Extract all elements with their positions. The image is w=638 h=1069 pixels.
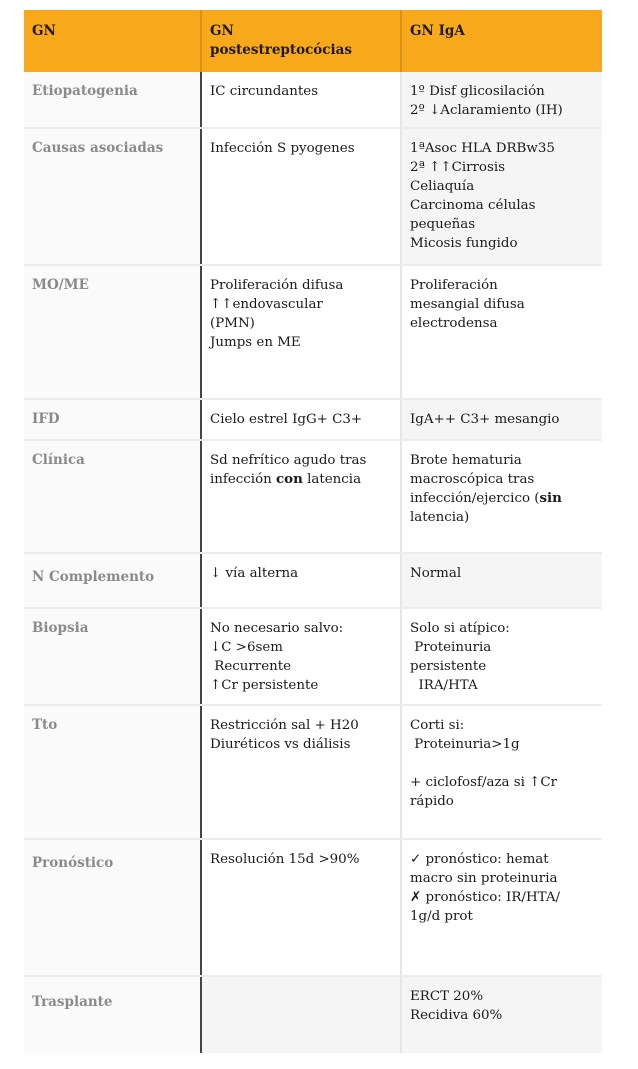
header-gn-text: GN	[32, 23, 56, 39]
row-label-text: MO/ME	[32, 277, 89, 293]
header-iga	[400, 10, 602, 72]
row-label	[24, 441, 200, 552]
row-label	[24, 129, 200, 264]
table-row	[24, 441, 602, 554]
row-label	[24, 840, 200, 975]
cell-iga	[400, 72, 602, 127]
cell-line: Proliferación	[410, 278, 498, 293]
row-label	[24, 400, 200, 439]
header-post-line: postestreptocócias	[210, 42, 353, 58]
cell-line: Jumps en ME	[210, 335, 301, 350]
row-label	[24, 706, 200, 838]
row-label-text: Tto	[32, 717, 58, 733]
row-label	[24, 554, 200, 607]
cell-iga	[400, 129, 602, 264]
cell-line: Normal	[410, 566, 462, 581]
cell-line: macroscópica tras	[410, 472, 535, 487]
cell-line: electrodensa	[410, 316, 498, 331]
cell-line: Micosis fungido	[410, 236, 518, 251]
header-post-line: GN	[210, 23, 234, 39]
cell-line: Sd nefrítico agudo tras	[210, 453, 367, 468]
cell-iga	[400, 400, 602, 439]
row-label	[24, 72, 200, 127]
cell-iga	[400, 706, 602, 838]
cell-line: Proliferación difusa	[210, 278, 344, 293]
table-row	[24, 554, 602, 609]
cell-line: Celiaquía	[410, 179, 475, 194]
cell-postestreptococica	[200, 129, 400, 264]
table-row	[24, 977, 602, 1053]
cell-line: Proteinuria	[410, 640, 492, 655]
row-label	[24, 609, 200, 704]
cell-bold-text: con	[276, 471, 303, 487]
cell-line: Recurrente	[210, 659, 292, 674]
cell-iga	[400, 977, 602, 1053]
cell-iga	[400, 266, 602, 398]
cell-line: ↓C >6sem	[210, 640, 283, 655]
cell-line: Carcinoma células	[410, 198, 536, 213]
cell-line	[410, 489, 594, 508]
cell-line: ✓ pronóstico: hemat	[410, 852, 549, 867]
cell-line: Infección S pyogenes	[210, 141, 355, 156]
cell-line: 1º Disf glicosilación	[410, 84, 545, 99]
cell-line: 1ªAsoc HLA DRBw35	[410, 141, 555, 156]
cell-line: No necesario salvo:	[210, 621, 344, 636]
row-label-text: Causas asociadas	[32, 140, 164, 156]
cell-line: ERCT 20%	[410, 989, 484, 1004]
cell-line: Restricción sal + H20	[210, 718, 359, 733]
row-label-text: Pronóstico	[32, 855, 114, 871]
table-row	[24, 266, 602, 400]
cell-iga	[400, 609, 602, 704]
cell-postestreptococica	[200, 441, 400, 552]
cell-line: Resolución 15d >90%	[210, 852, 360, 867]
cell-line: ↑↑endovascular	[210, 297, 323, 312]
cell-line: Cielo estrel IgG+ C3+	[210, 412, 363, 427]
cell-line: IgA++ C3+ mesangio	[410, 412, 560, 427]
cell-postestreptococica	[200, 400, 400, 439]
header-postestreptococicas	[200, 10, 400, 72]
cell-line: macro sin proteinuria	[410, 871, 558, 886]
table-row	[24, 72, 602, 129]
cell-line: 2ª ↑↑Cirrosis	[410, 160, 505, 175]
cell-text: latencia	[302, 472, 362, 487]
cell-line: latencia)	[410, 510, 470, 525]
cell-line: ↓ vía alterna	[210, 566, 299, 581]
cell-iga	[400, 554, 602, 607]
cell-spacer	[410, 754, 594, 773]
table-header	[24, 10, 602, 72]
header-gn	[24, 10, 200, 72]
table-row	[24, 129, 602, 266]
cell-line: IC circundantes	[210, 84, 319, 99]
cell-line: Recidiva 60%	[410, 1008, 503, 1023]
cell-line: IRA/HTA	[410, 678, 478, 693]
cell-line: 1g/d prot	[410, 909, 473, 924]
cell-line: Diuréticos vs diálisis	[210, 737, 351, 752]
cell-line: ↑Cr persistente	[210, 678, 319, 693]
cell-bold-text: sin	[539, 490, 562, 506]
cell-line: pequeñas	[410, 217, 476, 232]
cell-line: persistente	[410, 659, 487, 674]
cell-text: infección	[210, 472, 277, 487]
cell-line: Brote hematuria	[410, 453, 522, 468]
row-label-text: Biopsia	[32, 620, 89, 636]
cell-postestreptococica	[200, 266, 400, 398]
cell-postestreptococica	[200, 706, 400, 838]
row-label-text: N Complemento	[32, 569, 155, 585]
cell-line: 2º ↓Aclaramiento (IH)	[410, 103, 563, 118]
row-label	[24, 266, 200, 398]
cell-text: infección/ejercico (	[410, 491, 540, 506]
row-label-text: Etiopatogenia	[32, 83, 138, 99]
cell-line: ✗ pronóstico: IR/HTA/	[410, 890, 561, 905]
cell-line: + ciclofosf/aza si ↑Cr	[410, 775, 558, 790]
cell-line: mesangial difusa	[410, 297, 525, 312]
cell-postestreptococica	[200, 554, 400, 607]
cell-line: Corti si:	[410, 718, 465, 733]
cell-postestreptococica	[200, 977, 400, 1053]
header-iga-text: GN IgA	[410, 23, 465, 39]
row-label-text: Trasplante	[32, 994, 113, 1010]
table-row	[24, 400, 602, 441]
row-label-text: IFD	[32, 411, 60, 427]
cell-postestreptococica	[200, 609, 400, 704]
cell-iga	[400, 840, 602, 975]
cell-line: Solo si atípico:	[410, 621, 510, 636]
cell-postestreptococica	[200, 840, 400, 975]
table-row	[24, 840, 602, 977]
row-label-text: Clínica	[32, 452, 85, 468]
cell-line: Proteinuria>1g	[410, 737, 520, 752]
row-label	[24, 977, 200, 1053]
cell-postestreptococica	[200, 72, 400, 127]
cell-iga	[400, 441, 602, 552]
table-row	[24, 706, 602, 840]
comparison-table	[24, 10, 602, 1053]
cell-line: (PMN)	[210, 316, 255, 331]
cell-line: rápido	[410, 794, 454, 809]
table-row	[24, 609, 602, 706]
cell-line	[210, 470, 392, 489]
